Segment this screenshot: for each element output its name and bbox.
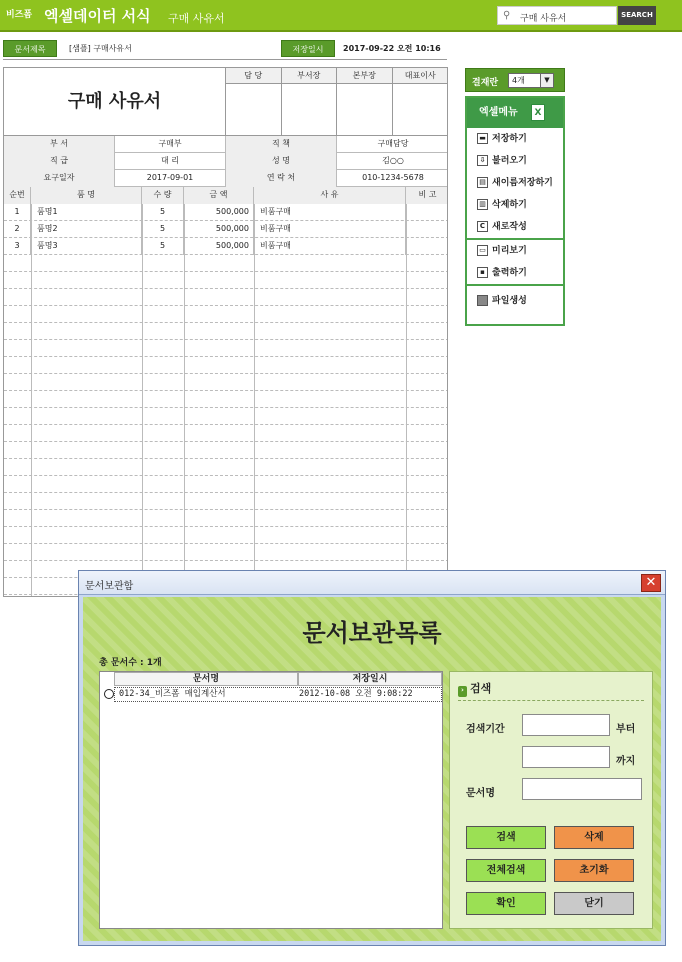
- save-as-icon: ▤: [477, 177, 488, 188]
- dialog-body: [83, 597, 661, 941]
- field-label: 연 락 처: [226, 170, 337, 187]
- col-header: 수 량: [142, 187, 184, 204]
- doc-name-input[interactable]: [522, 778, 642, 800]
- excel-icon: X: [531, 104, 545, 121]
- excel-menu-header: 엑셀메뉴 X: [467, 98, 563, 128]
- empty-table-row[interactable]: [4, 493, 448, 510]
- document-info-row: [3, 40, 447, 58]
- col-header-date[interactable]: 저장일시: [298, 672, 442, 686]
- table-header: [4, 187, 448, 204]
- form-title: 구매 사유서: [4, 68, 226, 136]
- search-all-button[interactable]: 전체검색: [466, 859, 546, 882]
- search-value: 구매 사유서: [520, 14, 567, 24]
- saved-label: 저장일시: [281, 40, 335, 57]
- search-panel-title: › 검색: [458, 680, 491, 697]
- excel-menu: [465, 96, 565, 326]
- field-label: 직 급: [4, 153, 115, 170]
- table-row[interactable]: 2 품명2 5 500,000 비품구매: [4, 221, 448, 238]
- col-line: [406, 204, 407, 597]
- page-subtitle: 구매 사유서: [168, 12, 225, 25]
- date-from-input[interactable]: [522, 714, 610, 736]
- menu-item-save[interactable]: ▬ 저장하기: [467, 128, 563, 150]
- doc-title-label: 문서제목: [3, 40, 57, 57]
- col-header: 순번: [4, 187, 31, 204]
- col-line: [31, 204, 32, 597]
- period-label: 검색기간: [466, 724, 505, 735]
- divider: [3, 59, 447, 60]
- dialog-titlebar[interactable]: [79, 571, 665, 595]
- menu-item-create-file[interactable]: 파일생성: [467, 290, 563, 312]
- col-line: [254, 204, 255, 597]
- ok-button[interactable]: 확인: [466, 892, 546, 915]
- new-doc-icon: C: [477, 221, 488, 232]
- dialog-heading: 문서보관목록: [302, 619, 442, 647]
- to-label: 까지: [616, 756, 636, 767]
- empty-table-row[interactable]: [4, 255, 448, 272]
- search-input[interactable]: [497, 6, 617, 25]
- purchase-reason-form: [3, 67, 448, 597]
- col-line: [142, 204, 143, 597]
- brand-logo: 비즈폼: [6, 10, 33, 20]
- col-header-name[interactable]: 문서명: [114, 672, 298, 686]
- search-button[interactable]: 검색: [466, 826, 546, 849]
- approval-cell[interactable]: 대표이사: [393, 68, 449, 136]
- field-value[interactable]: 김○○: [382, 156, 404, 165]
- field-row: [4, 136, 448, 153]
- field-row: [4, 153, 448, 170]
- chevron-down-icon[interactable]: ▼: [540, 74, 553, 87]
- app-title: 엑셀데이터 서식: [44, 7, 151, 25]
- empty-table-row[interactable]: [4, 510, 448, 527]
- load-icon: ⇩: [477, 155, 488, 166]
- col-header: 금 액: [184, 187, 254, 204]
- doc-title-value: [샘플] 구매사유서: [69, 44, 132, 53]
- table-row[interactable]: 1 품명1 5 500,000 비품구매: [4, 204, 448, 221]
- menu-item-load[interactable]: ⇩ 불러오기: [467, 150, 563, 172]
- divider: [458, 700, 644, 701]
- empty-table-row[interactable]: [4, 306, 448, 323]
- close-icon[interactable]: ✕: [641, 574, 661, 592]
- preview-icon: ▭: [477, 245, 488, 256]
- list-item[interactable]: 012-34_비즈폼 매입계산서 2012-10-08 오전 9:08:22: [114, 687, 442, 702]
- field-value[interactable]: 010-1234-5678: [362, 173, 424, 182]
- doc-name-label: 문서명: [466, 788, 495, 799]
- field-label: 부 서: [4, 136, 115, 153]
- field-value[interactable]: 구매부: [115, 136, 226, 153]
- reset-button[interactable]: 초기화: [554, 859, 634, 882]
- close-button[interactable]: 닫기: [554, 892, 634, 915]
- search-button[interactable]: SEARCH: [618, 6, 656, 25]
- empty-table-row[interactable]: [4, 459, 448, 476]
- empty-table-row[interactable]: [4, 374, 448, 391]
- document-list[interactable]: [99, 671, 443, 929]
- col-header: 사 유: [254, 187, 406, 204]
- empty-table-row[interactable]: [4, 272, 448, 289]
- approval-count-select[interactable]: 4개 ▼: [508, 73, 554, 88]
- field-value[interactable]: 대 리: [115, 153, 226, 170]
- field-label: 성 명: [226, 153, 337, 170]
- table-row[interactable]: 3 품명3 5 500,000 비품구매: [4, 238, 448, 255]
- folder-icon: [477, 295, 488, 306]
- search-panel: [449, 671, 653, 929]
- row-radio[interactable]: [104, 689, 114, 699]
- col-header: 품 명: [31, 187, 142, 204]
- empty-table-row[interactable]: [4, 357, 448, 374]
- saved-value: 2017-09-22 오전 10:16: [343, 44, 441, 53]
- document-count: 총 문서수 : 1개: [99, 658, 162, 668]
- empty-table-row[interactable]: [4, 425, 448, 442]
- field-value[interactable]: 2017-09-01: [115, 170, 226, 187]
- approval-cell[interactable]: 부서장: [282, 68, 338, 136]
- menu-item-save-as[interactable]: ▤ 새이름저장하기: [467, 172, 563, 194]
- delete-button[interactable]: 삭제: [554, 826, 634, 849]
- document-archive-dialog: [78, 570, 666, 946]
- menu-item-print[interactable]: ▪ 출력하기: [467, 262, 563, 284]
- field-row: [4, 170, 448, 187]
- from-label: 부터: [616, 724, 636, 735]
- empty-table-row[interactable]: [4, 391, 448, 408]
- trash-icon: ▥: [477, 199, 488, 210]
- empty-table-row[interactable]: [4, 442, 448, 459]
- approval-count-selector: [465, 68, 565, 92]
- arrow-icon: ›: [458, 686, 467, 697]
- dialog-title: 문서보관함: [85, 581, 134, 592]
- field-label: 요구일자: [4, 170, 115, 187]
- empty-table-row[interactable]: [4, 476, 448, 493]
- save-icon: ▬: [477, 133, 488, 144]
- date-to-input[interactable]: [522, 746, 610, 768]
- menu-item-preview[interactable]: ▭ 미리보기: [467, 240, 563, 262]
- approval-cell[interactable]: 본부장: [337, 68, 393, 136]
- empty-table-row[interactable]: [4, 340, 448, 357]
- divider: [467, 284, 563, 286]
- approval-cell[interactable]: 담 당: [226, 68, 282, 136]
- top-bar: [0, 0, 682, 32]
- col-header: 비 고: [406, 187, 448, 204]
- field-label: 직 책: [226, 136, 337, 153]
- empty-table-row[interactable]: [4, 289, 448, 306]
- print-icon: ▪: [477, 267, 488, 278]
- empty-table-row[interactable]: [4, 323, 448, 340]
- approval-count-label: 결재란: [472, 78, 499, 88]
- search-icon: ⚲: [503, 10, 511, 21]
- field-value[interactable]: 구매담당: [377, 139, 409, 148]
- menu-item-new[interactable]: C 새로작성: [467, 216, 563, 238]
- col-line: [184, 204, 185, 597]
- empty-table-row[interactable]: [4, 544, 448, 561]
- menu-item-delete[interactable]: ▥ 삭제하기: [467, 194, 563, 216]
- empty-table-row[interactable]: [4, 408, 448, 425]
- empty-table-row[interactable]: [4, 527, 448, 544]
